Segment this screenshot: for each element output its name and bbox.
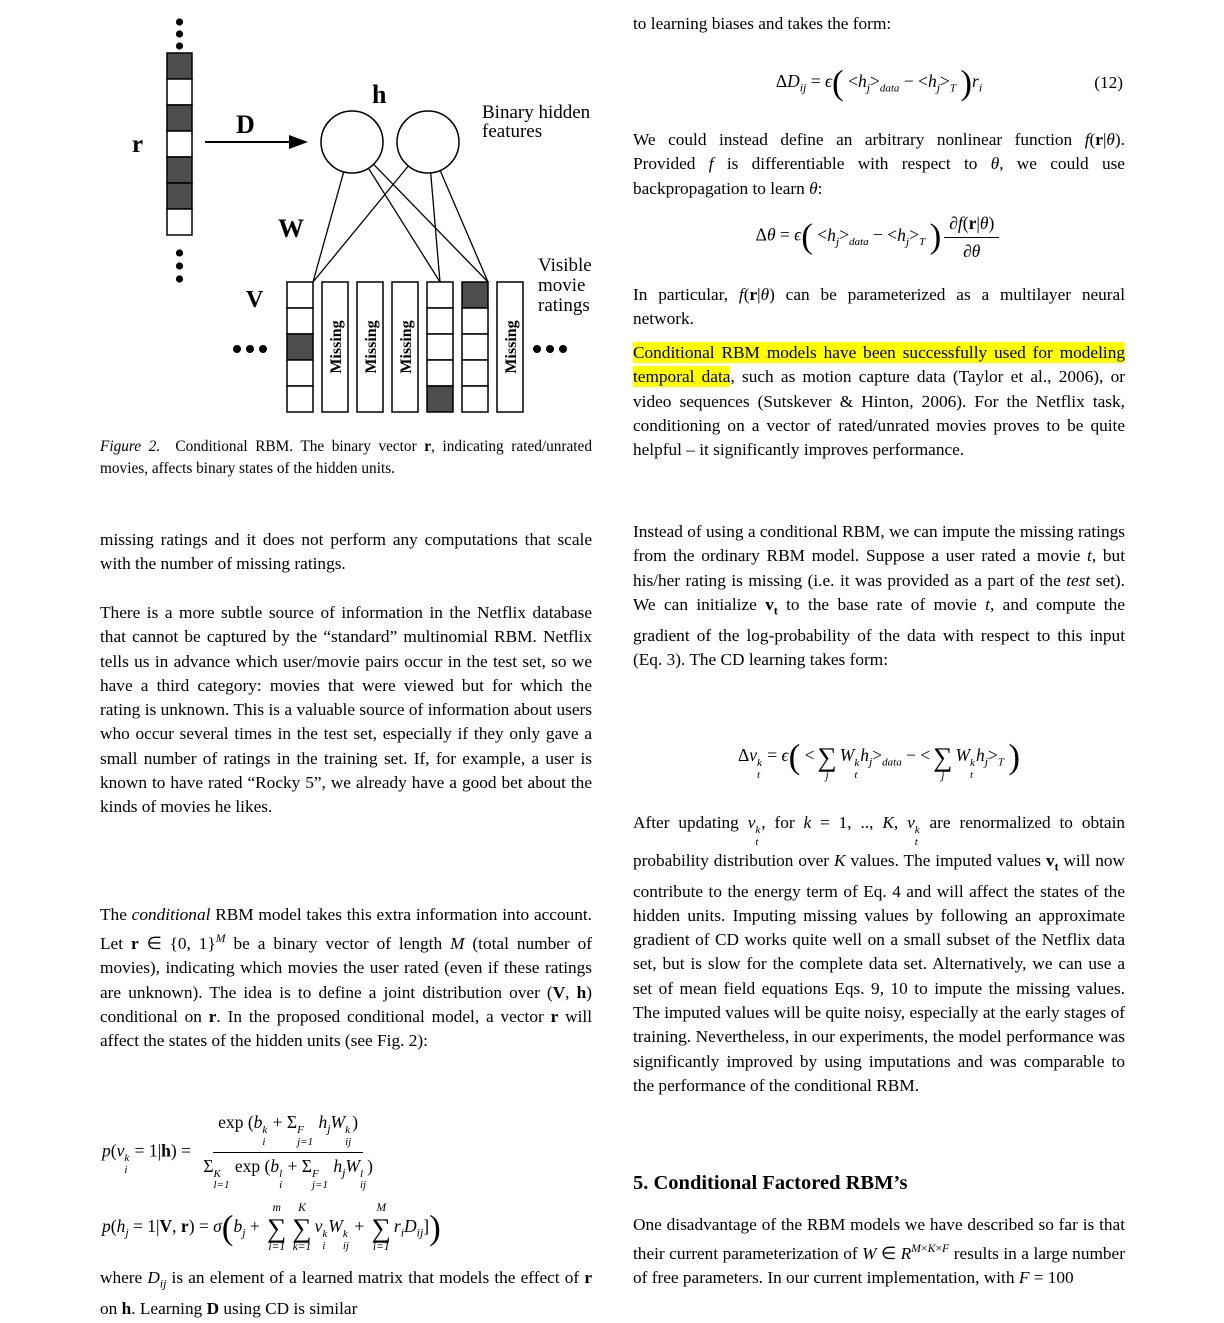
visible-columns bbox=[287, 282, 523, 412]
visible-label-line3: ratings bbox=[538, 295, 590, 316]
figure-2-diagram bbox=[110, 5, 620, 430]
visible-label-line2: movie bbox=[538, 275, 586, 296]
r-label: r bbox=[132, 131, 144, 158]
missing-column-label: Missing bbox=[503, 320, 520, 374]
v-label: V bbox=[246, 287, 264, 313]
equation-12: $\Delta D_{ij} = \epsilon( <h_j>_{data} - <h_j>_T$ )$r_i$ (12) bbox=[775, 63, 1123, 102]
d-arrow bbox=[205, 135, 308, 149]
figure-caption: Figure 2. Conditional RBM. The binary vector r, indicating rated/unrated movies, affects binary states of the hidden units. bbox=[100, 438, 592, 477]
paragraph-after-updating: After updating v k t , for k = 1, .., K, v k t are renormalized to obtain probability distribution over K values. The imputed values $v_t$ will now contribute to the energy term of Eq. 4 and will affect the states of the hidden units. Imputing missing values by following an approximate gradient of CD works quite well on a small subset of the Netflix data set, but is slow for the complete data set. Alternatively, we can use a set of mean field equations Eqs. 9, 10 to impute the missing values. The imputed values will be quite noisy, especially at the early stages of training. Nevertheless, in our experiments, the model performance was significantly improved by using imputations and was comparable to the performance of the conditional RBM. bbox=[633, 813, 1126, 1095]
w-connection-lines bbox=[313, 164, 488, 282]
paragraph-conditional-rbm-highlighted: Conditional RBM models have been successfully used for modeling temporal data, such as motion capture data (Taylor et al., 2006), or video sequences (Sutskever & Hinton, 2006). For the Netflix task, conditioning on a vector of rated/unrated movies proves to be quite helpful – it significantly improves performance. bbox=[633, 343, 1125, 460]
w-label: W bbox=[278, 214, 304, 243]
visible-label-line1: Visible bbox=[538, 255, 592, 276]
visible-ellipsis-left bbox=[233, 345, 267, 353]
binary-hidden-label-line2: features bbox=[482, 121, 543, 142]
binary-hidden-label-line1: Binary hidden bbox=[482, 102, 591, 123]
paragraph-conditional-model: The conditional RBM model takes this extra information into account. Let r ∈ {0, 1}$^M$ be a binary vector of length M (total number of movies), indicating which movies the user rated (even if these ratings are unknown). The idea is to define a joint distribution over (V, h) conditional on r. In the proposed conditional model, a vector r will affect the states of the hidden units (see Fig. 2): bbox=[100, 905, 592, 1051]
paragraph-subtle-source: There is a more subtle source of information in the Netflix database that cannot be captured by the “standard” multinomial RBM. Netflix tells us in advance which user/movie pairs occur in the test set, so we have a third category: movies that were viewed but for which the rating is unknown. This is a valuable source of information about users who occur several times in the test set, especially if they only gave a small number of ratings in the training set. If, for example, a user is known to have rated “Rocky 5”, we already have a good bet about the kinds of movies he likes. bbox=[100, 603, 592, 817]
hidden-units bbox=[321, 111, 459, 173]
missing-column-label: Missing bbox=[363, 320, 380, 374]
missing-column-label: Missing bbox=[328, 320, 345, 374]
equation-p-hidden: $p(h_j = 1|V$, $r) = \sigma(b_j$ + m ∑ i=1 K ∑ k=1 v k i W k ij + M ∑ i=1 $r_iD_{ij}$]) bbox=[102, 1202, 441, 1253]
equation-12-number: (12) bbox=[1094, 73, 1123, 93]
hidden-unit-circle bbox=[397, 111, 459, 173]
paragraph-nonlinear-function: We could instead define an arbitrary nonlinear function f(r|θ). Provided f is differentiable with respect to θ, we could use backpropagation to learn θ: bbox=[633, 130, 1125, 198]
d-label: D bbox=[236, 110, 255, 139]
r-vector-ellipsis-top bbox=[176, 18, 183, 49]
paragraph-multilayer: In particular, f(r|θ) can be parameterized as a multilayer neural network. bbox=[633, 285, 1125, 329]
hidden-unit-circle bbox=[321, 111, 383, 173]
equation-p-visible: p(v k i = 1|h) = exp (b k i + Σ F j=1 $h_jW$ k ij ) Σ K l=1 exp (b l i + Σ F j=1 $h_jW$ l ij ) bbox=[102, 1111, 373, 1192]
section-heading-conditional-factored: 5. Conditional Factored RBM’s bbox=[633, 1172, 908, 1194]
r-vector bbox=[167, 53, 192, 235]
equation-13: $\Delta\theta = \epsilon( <h_j>_{data} - <h_j>_T$ ) $\frac{\partial f(r|\theta)}{\partial\theta}$ bbox=[633, 205, 1125, 269]
paragraph-impute-ratings: Instead of using a conditional RBM, we can impute the missing ratings from the ordinary RBM model. Suppose a user rated a movie t, but his/her rating is missing (i.e. it was provided as a part of the test set). We can initialize $v_t$ to the base rate of movie t, and compute the gradient of the log-probability of the data with respect to this input (Eq. 3). The CD learning takes form: bbox=[633, 522, 1125, 669]
paragraph-disadvantage: One disadvantage of the RBM models we have described so far is that their current parameterization of W ∈ $R^{M\times K\times F}$ results in a large number of free parameters. In our current implementation, with F = 100 bbox=[633, 1215, 1125, 1288]
missing-column-label: Missing bbox=[398, 320, 415, 374]
equation-delta-v: Δv k t = ϵ( < ∑ j W k t $h_j>_{data}$ − < ∑ j W k t $h_j>_T$ ) bbox=[737, 737, 1021, 782]
h-label: h bbox=[372, 80, 387, 109]
visible-ellipsis-right bbox=[533, 345, 567, 353]
r-vector-ellipsis-bottom bbox=[176, 249, 183, 282]
paragraph-missing-ratings: missing ratings and it does not perform any computations that scale with the number of missing ratings. bbox=[100, 530, 592, 574]
paragraph-learning-biases: to learning biases and takes the form: bbox=[633, 14, 892, 33]
paragraph-where-d: where $D_{ij}$ is an element of a learned matrix that models the effect of r on h. Learning D using CD is similar bbox=[100, 1268, 592, 1318]
